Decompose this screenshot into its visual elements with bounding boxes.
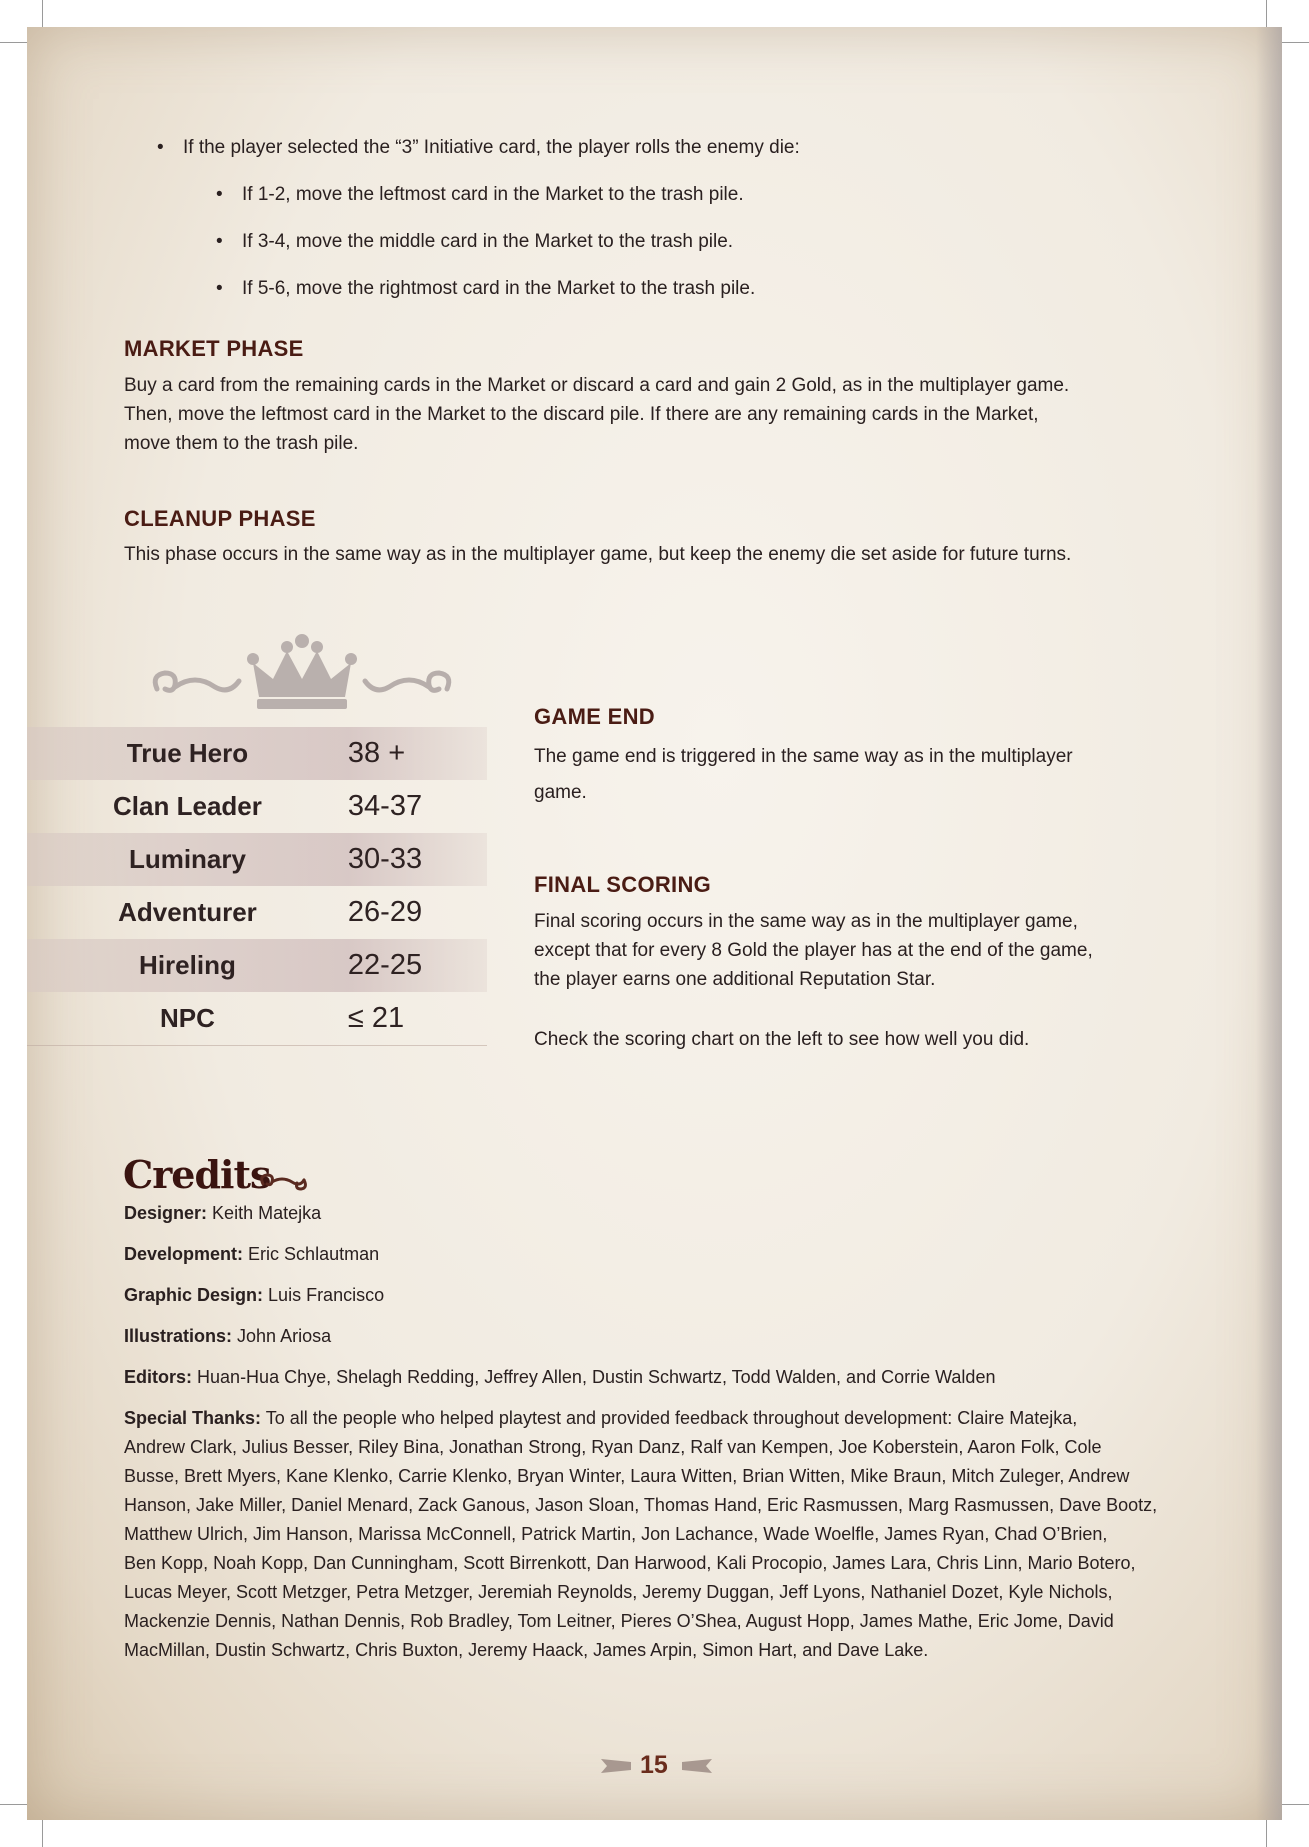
credit-value: Luis Francisco xyxy=(268,1285,385,1305)
credit-value: Huan-Hua Chye, Shelagh Redding, Jeffrey Allen, Dustin Schwartz, Todd Walden, and Corrie Walden xyxy=(197,1367,996,1387)
game-end-line: The game end is triggered in the same way as in the multiplayer xyxy=(534,746,1073,767)
special-thanks-line: Busse, Brett Myers, Kane Klenko, Carrie Klenko, Bryan Winter, Laura Witten, Brian Witten, Mike Braun, Mitch Zuleger, Andrew xyxy=(124,1466,1130,1486)
special-thanks-label: Special Thanks: xyxy=(124,1408,262,1428)
page-number: 15 xyxy=(640,1751,668,1779)
special-thanks-line: To all the people who helped playtest and provided feedback throughout development: Claire Matejka, xyxy=(265,1408,1078,1428)
special-thanks xyxy=(124,1404,1234,1665)
scoring-range: 38 + xyxy=(347,737,406,769)
special-thanks-line: Ben Kopp, Noah Kopp, Dan Cunningham, Scott Birrenkott, Dan Harwood, Kali Procopio, James Lara, Chris Linn, Mario Botero, xyxy=(124,1553,1136,1573)
credit-label: Designer: xyxy=(124,1203,208,1223)
market-phase-line: Then, move the leftmost card in the Market to the discard pile. If there are any remaining cards in the Market, xyxy=(124,404,1039,425)
page-arrow-icon xyxy=(601,1759,631,1773)
final-scoring-heading: FINAL SCORING xyxy=(534,872,712,897)
credit-label: Development: xyxy=(124,1244,244,1264)
cleanup-phase-heading: CLEANUP PHASE xyxy=(124,506,316,531)
special-thanks-line: MacMillan, Dustin Schwartz, Chris Buxton, Jeremy Haack, James Arpin, Simon Hart, and Dave Lake. xyxy=(124,1640,929,1660)
crop-mark xyxy=(1279,1804,1309,1805)
market-phase-line: move them to the trash pile. xyxy=(124,433,359,454)
crop-mark xyxy=(42,0,43,30)
scoring-rank: True Hero xyxy=(126,738,249,768)
special-thanks-line: Matthew Ulrich, Jim Hanson, Marissa McConnell, Patrick Martin, Jon Lachance, Wade Woelfle, James Ryan, Chad O’Brien, xyxy=(124,1524,1108,1544)
scoring-rank: Clan Leader xyxy=(113,791,262,821)
crop-mark xyxy=(0,42,30,43)
initiative-bullets xyxy=(183,133,1233,303)
final-scoring-body xyxy=(534,907,1224,994)
scoring-rank: Hireling xyxy=(139,950,236,980)
scoring-range: 26-29 xyxy=(347,896,423,928)
final-scoring-line: Final scoring occurs in the same way as in the multiplayer game, xyxy=(534,911,1078,932)
credit-value: Eric Schlautman xyxy=(248,1244,380,1264)
initiative-bullet-sub-1: • If 1-2, move the leftmost card in the Market to the trash pile. xyxy=(242,180,1233,209)
initiative-bullet-sub-2: • If 3-4, move the middle card in the Market to the trash pile. xyxy=(242,227,1233,256)
scoring-rank: Luminary xyxy=(128,844,246,874)
credit-label: Graphic Design: xyxy=(124,1285,264,1305)
final-scoring-line: the player earns one additional Reputation Star. xyxy=(534,969,936,990)
scoring-range: 34-37 xyxy=(347,790,423,822)
credit-entry xyxy=(124,1363,1234,1392)
credit-entry xyxy=(124,1281,1234,1310)
crop-mark xyxy=(42,1817,43,1847)
scoring-row xyxy=(27,939,487,992)
scoring-rank: NPC xyxy=(160,1003,215,1033)
scoring-range: 30-33 xyxy=(347,843,423,875)
scoring-range: 22-25 xyxy=(347,949,423,981)
credit-value: John Ariosa xyxy=(237,1326,332,1346)
special-thanks-line: Lucas Meyer, Scott Metzger, Petra Metzger, Jeremiah Reynolds, Jeremy Duggan, Jeff Lyons, Nathaniel Dozet, Kyle Nichols, xyxy=(124,1582,1113,1602)
credits-title: Credits xyxy=(123,1152,271,1197)
rulebook-page xyxy=(27,27,1282,1820)
game-end-body xyxy=(534,739,1214,811)
scoring-row xyxy=(27,780,487,833)
initiative-bullet-sub-3: • If 5-6, move the rightmost card in the Market to the trash pile. xyxy=(242,274,1233,303)
scoring-row xyxy=(27,727,487,780)
scoring-row xyxy=(27,833,487,886)
scoring-range: ≤ 21 xyxy=(347,1002,405,1034)
initiative-bullet-main: • If the player selected the “3” Initiative card, the player rolls the enemy die: xyxy=(183,133,1233,162)
credit-value: Keith Matejka xyxy=(212,1203,322,1223)
swirl-flourish-icon xyxy=(255,1170,311,1194)
credit-entry xyxy=(124,1240,1234,1269)
credit-entry xyxy=(124,1199,1234,1228)
crop-mark xyxy=(1266,0,1267,30)
crop-mark xyxy=(1279,42,1309,43)
credit-entry xyxy=(124,1322,1234,1351)
special-thanks-line: Andrew Clark, Julius Besser, Riley Bina, Jonathan Strong, Ryan Danz, Ralf van Kempen, Joe Koberstein, Aaron Folk, Cole xyxy=(124,1437,1102,1457)
credits-list xyxy=(124,1199,1234,1665)
crop-mark xyxy=(0,1804,30,1805)
scoring-row xyxy=(27,886,487,939)
page-arrow-icon xyxy=(682,1759,712,1773)
market-phase-body xyxy=(124,371,1244,458)
market-phase-line: Buy a card from the remaining cards in the Market or discard a card and gain 2 Gold, as in the multiplayer game. xyxy=(124,375,1070,396)
crown-flourish-icon xyxy=(137,627,467,717)
scoring-row xyxy=(27,992,487,1046)
scoring-rank: Adventurer xyxy=(118,897,257,927)
scoring-chart xyxy=(27,727,487,1046)
game-end-heading: GAME END xyxy=(534,704,655,729)
final-scoring-note: Check the scoring chart on the left to see how well you did. xyxy=(534,1029,1030,1050)
crop-mark xyxy=(1266,1817,1267,1847)
cleanup-phase-body: This phase occurs in the same way as in the multiplayer game, but keep the enemy die set aside for future turns. xyxy=(124,544,1072,565)
market-phase-heading: MARKET PHASE xyxy=(124,336,304,361)
game-end-line: game. xyxy=(534,782,587,803)
final-scoring-line: except that for every 8 Gold the player has at the end of the game, xyxy=(534,940,1093,961)
special-thanks-line: Hanson, Jake Miller, Daniel Menard, Zack Ganous, Jason Sloan, Thomas Hand, Eric Rasmussen, Marg Rasmussen, Dave Bootz, xyxy=(124,1495,1158,1515)
credit-label: Editors: xyxy=(124,1367,193,1387)
credit-label: Illustrations: xyxy=(124,1326,233,1346)
special-thanks-line: Mackenzie Dennis, Nathan Dennis, Rob Bradley, Tom Leitner, Pieres O’Shea, August Hopp, James Mathe, Eric Jome, David xyxy=(124,1611,1114,1631)
